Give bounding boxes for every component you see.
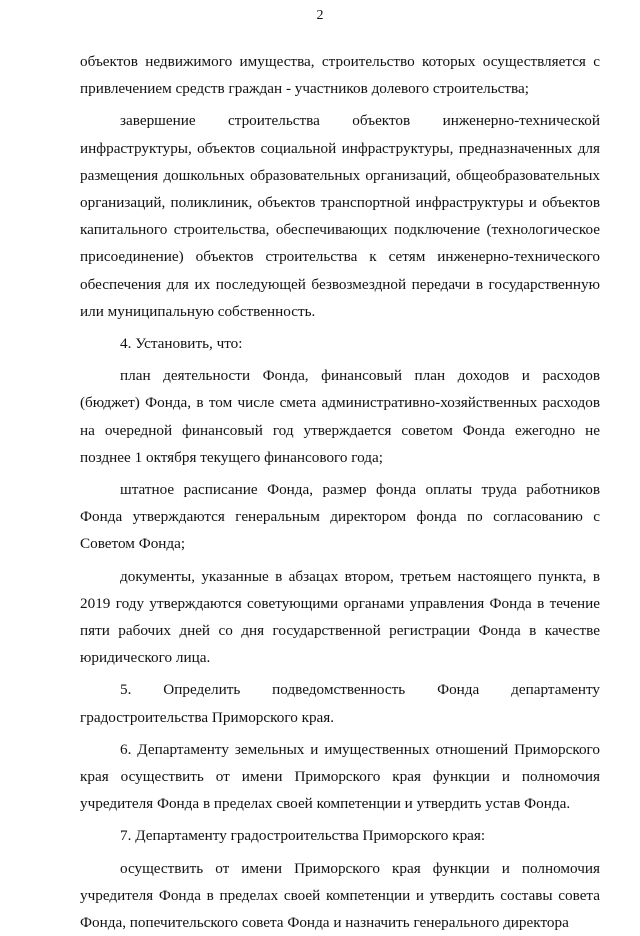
page-number: 2: [316, 8, 324, 23]
document-body: [80, 48, 600, 936]
paragraph-6: документы, указанные в абзацах втором, третьем настоящего пункта, в 2019 году утверждаются советующими органами управления Фонда в течение пяти рабочих дней со дня государственной регистрации Фонда в качестве юридического лица.: [80, 567, 600, 667]
paragraph-2: завершение строительства объектов инженерно-технической инфраструктуры, объектов социальной инфраструктуры, предназначенных для размещения дошкольных образовательных организаций, общеобразовательных организаций, поликлиник, объектов транспортной инфраструктуры и объектов капитального строительства, обеспечивающих подключение (технологическое присоединение) объектов строительства к сетям инженерно-технического обеспечения для их последующей безвозмездной передачи в государственную или муниципальную собственность.: [80, 112, 600, 320]
paragraph-1: объектов недвижимого имущества, строительство которых осуществляется с привлечением средств граждан - участников долевого строительства;: [80, 53, 600, 98]
paragraph-4: план деятельности Фонда, финансовый план доходов и расходов (бюджет) Фонда, в том числе смета административно-хозяйственных расходов на очередной финансовый год утверждается советом Фонда ежегодно не позднее 1 октября текущего финансового года;: [80, 367, 600, 466]
paragraph-10: осуществить от имени Приморского края функции и полномочия учредителя Фонда в пределах своей компетенции и утвердить составы совета Фонда, попечительского совета Фонда и назначить генерального директора: [80, 859, 600, 932]
paragraph-9: 7. Департаменту градостроительства Приморского края:: [120, 827, 486, 845]
paragraph-7: 5. Определить подведомственность Фонда департаменту градостроительства Приморского края.: [80, 681, 600, 726]
paragraph-3: 4. Установить, что:: [120, 335, 243, 353]
paragraph-8: 6. Департаменту земельных и имущественных отношений Приморского края осуществить от имени Приморского края функции и полномочия учредителя Фонда в пределах своей компетенции и утвердить устав Фонда.: [80, 740, 600, 813]
paragraph-5: штатное расписание Фонда, размер фонда оплаты труда работников Фонда утверждаются генеральным директором фонда по согласованию с Советом Фонда;: [80, 481, 600, 553]
